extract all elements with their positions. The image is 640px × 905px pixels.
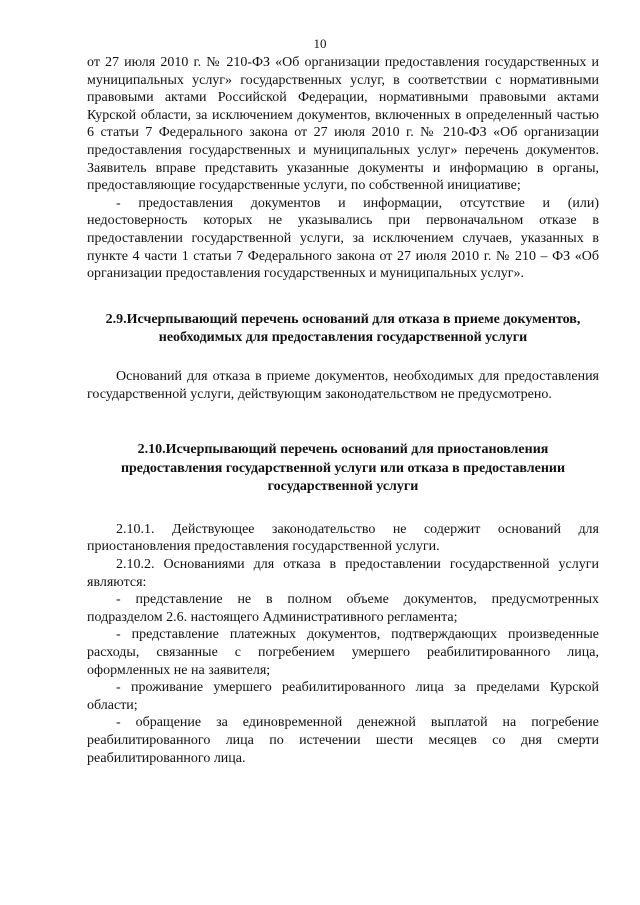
- section-heading-2-10: 2.10.Исчерпывающий перечень оснований для приостановления предоставления государственной услуги или отказа в предоставлении государственной услуги: [120, 442, 566, 495]
- section-heading-2-9: 2.9.Исчерпывающий перечень оснований для отказа в приеме документов, необходимых для предоставления государственной услуги: [105, 311, 581, 346]
- page-number: 10: [313, 36, 327, 51]
- paragraph-list-item: - предоставления документов и информации, отсутствие и (или) недостоверность которых не указывались при первоначальном отказе в предоставлении государственной услуги, за исключением случаев, указанных в пункте 4 части 1 статьи 7 Федерального закона от 27 июля 2010 г. № 210 – ФЗ «Об организации предоставления государственных и муниципальных услуг».: [87, 195, 599, 282]
- paragraph-continuation: от 27 июля 2010 г. № 210-ФЗ «Об организации предоставления государственных и муниципальных услуг» государственных услуг, в соответствии с нормативными правовыми актами Российской Федерации, нормативными правовыми актами Курской области, за исключением документов, включенных в определенный частью 6 статьи 7 Федерального закона от 27 июля 2010 г. № 210-ФЗ «Об организации предоставления государственных и муниципальных услуг» перечень документов. Заявитель вправе представить указанные документы и информацию в органы, предоставляющие государственные услуги, по собственной инициативе;: [87, 55, 599, 194]
- document-body: [87, 54, 599, 767]
- list-item-payment-documents: - представление платежных документов, подтверждающих произведенные расходы, связанные с погребением умершего реабилитированного лица, оформленных не на заявителя;: [87, 627, 599, 678]
- list-item-residence: - проживание умершего реабилитированного лица за пределами Курской области;: [87, 680, 599, 713]
- list-item-incomplete-documents: - представление не в полном объеме документов, предусмотренных подразделом 2.6. настоящего Административного регламента;: [87, 592, 599, 625]
- paragraph-2-10-2: 2.10.2. Основаниями для отказа в предоставлении государственной услуги являются:: [87, 557, 599, 590]
- paragraph-2-9-body: Оснований для отказа в приеме документов, необходимых для предоставления государственной услуги, действующим законодательством не предусмотрено.: [87, 368, 599, 402]
- paragraph-2-10-1: 2.10.1. Действующее законодательство не содержит оснований для приостановления предоставления государственной услуги.: [87, 521, 599, 555]
- list-item-deadline: - обращение за единовременной денежной выплатой на погребение реабилитированного лица по истечении шести месяцев со дня смерти реабилитированного лица.: [87, 715, 599, 766]
